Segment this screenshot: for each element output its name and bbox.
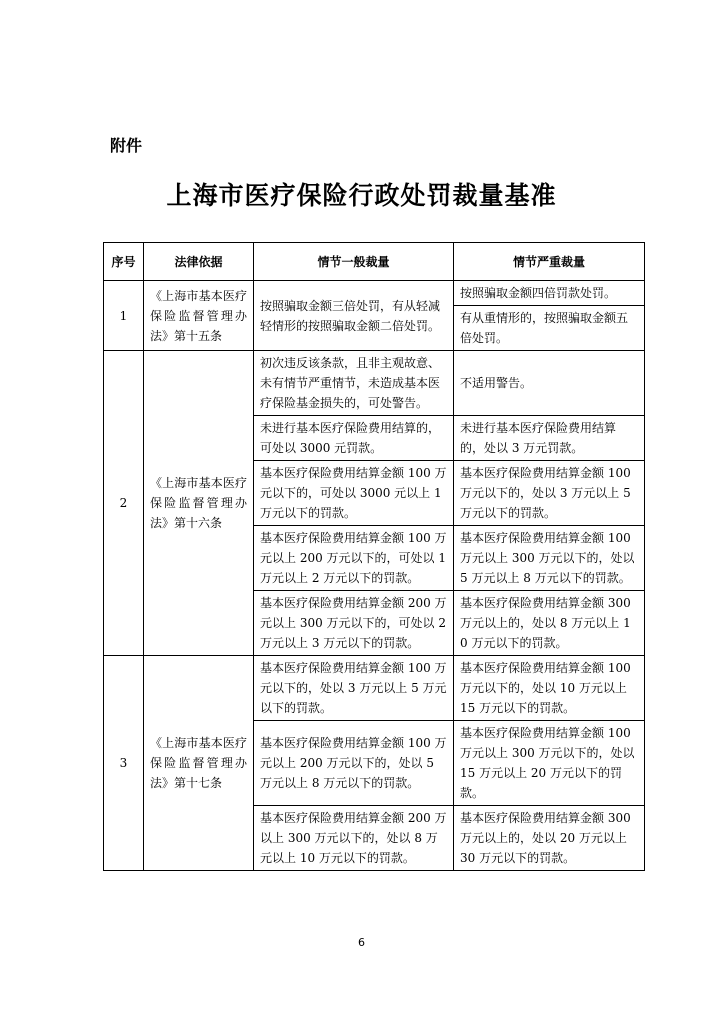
serious-penalty: 不适用警告。 <box>454 351 645 416</box>
serious-penalty: 未进行基本医疗保险费用结算的，处以 3 万元罚款。 <box>454 416 645 461</box>
serious-penalty: 基本医疗保险费用结算金额 100 万元以下的，处以 3 万元以上 5 万元以下的罚款。 <box>454 461 645 526</box>
general-penalty: 按照骗取金额三倍处罚，有从轻减轻情形的按照骗取金额二倍处罚。 <box>254 281 454 351</box>
header-general: 情节一般裁量 <box>254 243 454 281</box>
general-penalty: 初次违反该条款，且非主观故意、未有情节严重情节，未造成基本医疗保险基金损失的，可处警告。 <box>254 351 454 416</box>
serious-penalty: 按照骗取金额四倍罚款处罚。 <box>454 281 645 306</box>
attachment-label: 附件 <box>110 136 143 155</box>
general-penalty: 基本医疗保险费用结算金额 100 万元以上 200 万元以下的，处以 5 万元以上 8 万元以下的罚款。 <box>254 721 454 806</box>
row-number: 1 <box>104 281 144 351</box>
legal-basis: 《上海市基本医疗保险监督管理办法》第十六条 <box>144 351 254 656</box>
general-penalty: 基本医疗保险费用结算金额 100 万元以下的，可处以 3000 元以上 1 万元以下的罚款。 <box>254 461 454 526</box>
serious-penalty: 基本医疗保险费用结算金额 100 万元以上 300 万元以下的，处以 15 万元以上 20 万元以下的罚款。 <box>454 721 645 806</box>
penalty-table <box>103 242 645 871</box>
general-penalty: 未进行基本医疗保险费用结算的，可处以 3000 元罚款。 <box>254 416 454 461</box>
general-penalty: 基本医疗保险费用结算金额 100 万元以下的，处以 3 万元以上 5 万元以下的罚款。 <box>254 656 454 721</box>
header-basis: 法律依据 <box>144 243 254 281</box>
header-serious: 情节严重裁量 <box>454 243 645 281</box>
page-number: 6 <box>358 936 365 949</box>
table-row <box>104 351 645 416</box>
table-row <box>104 281 645 306</box>
legal-basis: 《上海市基本医疗保险监督管理办法》第十七条 <box>144 656 254 871</box>
serious-penalty: 有从重情形的，按照骗取金额五倍处罚。 <box>454 306 645 351</box>
table-row <box>104 656 645 721</box>
document-title: 上海市医疗保险行政处罚裁量基准 <box>166 181 557 210</box>
serious-penalty: 基本医疗保险费用结算金额 300 万元以上的，处以 20 万元以上 30 万元以下的罚款。 <box>454 806 645 871</box>
header-no: 序号 <box>104 243 144 281</box>
legal-basis: 《上海市基本医疗保险监督管理办法》第十五条 <box>144 281 254 351</box>
serious-penalty: 基本医疗保险费用结算金额 300 万元以上的，处以 8 万元以上 10 万元以下的罚款。 <box>454 591 645 656</box>
table-header-row <box>104 243 645 281</box>
row-number: 3 <box>104 656 144 871</box>
serious-penalty: 基本医疗保险费用结算金额 100 万元以下的，处以 10 万元以上 15 万元以下的罚款。 <box>454 656 645 721</box>
general-penalty: 基本医疗保险费用结算金额 200 万以上 300 万元以下的，处以 8 万元以上 10 万元以下的罚款。 <box>254 806 454 871</box>
general-penalty: 基本医疗保险费用结算金额 200 万元以上 300 万元以下的，可处以 2 万元以上 3 万元以下的罚款。 <box>254 591 454 656</box>
general-penalty: 基本医疗保险费用结算金额 100 万元以上 200 万元以下的，可处以 1 万元以上 2 万元以下的罚款。 <box>254 526 454 591</box>
row-number: 2 <box>104 351 144 656</box>
serious-penalty: 基本医疗保险费用结算金额 100 万元以上 300 万元以下的，处以 5 万元以上 8 万元以下的罚款。 <box>454 526 645 591</box>
